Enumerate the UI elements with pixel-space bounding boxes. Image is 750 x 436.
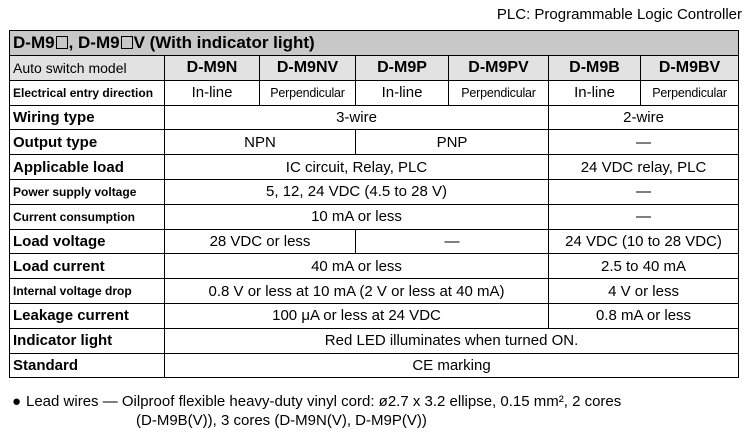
model-d-m9nv: D-M9NV [260, 56, 356, 81]
plc-note: PLC: Programmable Logic Controller [496, 6, 742, 23]
table-cell: 0.8 V or less at 10 mA (2 V or less at 40 mA) [165, 279, 549, 304]
bullet-icon: ● [12, 393, 22, 410]
table-cell: — [549, 130, 739, 155]
model-d-m9n: D-M9N [165, 56, 260, 81]
footnote-line-1: Lead wires — Oilproof flexible heavy-duty vinyl cord: ø2.7 x 3.2 ellipse, 0.15 mm², 2 cores [26, 393, 622, 410]
row-label: Load voltage [10, 229, 165, 254]
row-label: Output type [10, 130, 165, 155]
table-row [10, 254, 739, 279]
row-label: Power supply voltage [10, 179, 165, 204]
table-cell: PNP [356, 130, 549, 155]
row-label: Current consumption [10, 204, 165, 229]
model-d-m9bv: D-M9BV [641, 56, 739, 81]
row-label: Internal voltage drop [10, 279, 165, 304]
table-row [10, 279, 739, 304]
table-row [10, 80, 739, 105]
row-label: Electrical entry direction [10, 80, 165, 105]
table-cell: 100 μA or less at 24 VDC [165, 303, 549, 328]
auto-switch-model-label: Auto switch model [10, 56, 165, 81]
table-cell: Perpendicular [260, 80, 356, 105]
table-row [10, 204, 739, 229]
table-cell: 40 mA or less [165, 254, 549, 279]
table-row [10, 105, 739, 130]
table-row [10, 130, 739, 155]
row-label: Indicator light [10, 328, 165, 353]
footnote-line-2: (D-M9B(V)), 3 cores (D-M9N(V), D-M9P(V)) [136, 412, 427, 429]
row-label: Leakage current [10, 303, 165, 328]
table-cell: NPN [165, 130, 356, 155]
table-cell: — [356, 229, 549, 254]
table-cell: 0.8 mA or less [549, 303, 739, 328]
table-row [10, 179, 739, 204]
table-row [10, 353, 739, 378]
placeholder-box-icon [56, 36, 68, 49]
table-cell: 4 V or less [549, 279, 739, 304]
model-d-m9b: D-M9B [549, 56, 641, 81]
table-cell: In-line [356, 80, 449, 105]
table-row [10, 155, 739, 180]
row-label: Wiring type [10, 105, 165, 130]
table-cell: 24 VDC (10 to 28 VDC) [549, 229, 739, 254]
placeholder-box-icon [121, 36, 133, 49]
table-cell: 10 mA or less [165, 204, 549, 229]
table-row [10, 328, 739, 353]
table-cell: Perpendicular [641, 80, 739, 105]
model-d-m9pv: D-M9PV [449, 56, 549, 81]
table-cell: — [549, 204, 739, 229]
row-label: Standard [10, 353, 165, 378]
table-cell: 3-wire [165, 105, 549, 130]
model-header-row [10, 56, 739, 81]
table-cell: Red LED illuminates when turned ON. [165, 328, 739, 353]
table-cell: 28 VDC or less [165, 229, 356, 254]
table-cell: 24 VDC relay, PLC [549, 155, 739, 180]
table-cell: 2-wire [549, 105, 739, 130]
table-cell: In-line [165, 80, 260, 105]
lead-wire-footnote [12, 392, 621, 430]
table-cell: Perpendicular [449, 80, 549, 105]
table-title: D-M9 , D-M9 V (With indicator light) [10, 31, 739, 56]
table-cell: In-line [549, 80, 641, 105]
table-cell: 5, 12, 24 VDC (4.5 to 28 V) [165, 179, 549, 204]
row-label: Applicable load [10, 155, 165, 180]
specifications-table [9, 30, 739, 378]
table-cell: — [549, 179, 739, 204]
table-row [10, 229, 739, 254]
table-cell: IC circuit, Relay, PLC [165, 155, 549, 180]
row-label: Load current [10, 254, 165, 279]
table-title-row [10, 31, 739, 56]
table-cell: 2.5 to 40 mA [549, 254, 739, 279]
table-cell: CE marking [165, 353, 739, 378]
table-row [10, 303, 739, 328]
model-d-m9p: D-M9P [356, 56, 449, 81]
